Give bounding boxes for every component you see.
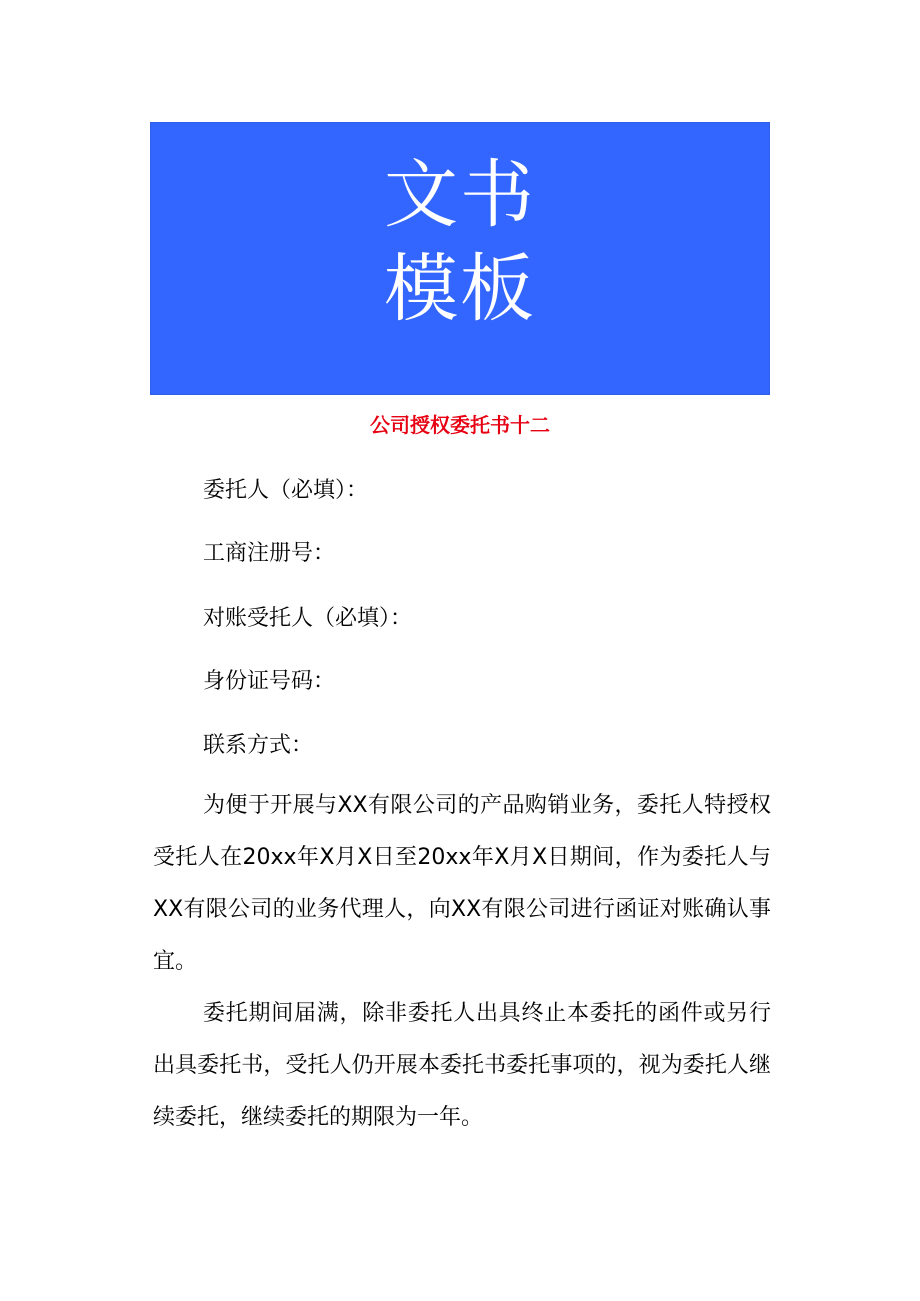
field-business-registration-number: 工商注册号： xyxy=(203,541,336,566)
paragraph-authorization-term: 委托期间届满，除非委托人出具终止本委托的函件或另行出具委托书，受托人仍开展本委托书委托事项的，视为委托人继续委托，继续委托的期限为一年。 xyxy=(153,1001,771,1130)
field-id-number: 身份证号码： xyxy=(203,669,336,694)
field-contact: 联系方式： xyxy=(203,733,314,758)
field-principal: 委托人（必填）： xyxy=(203,478,369,503)
banner-title-line1: 文书 xyxy=(384,152,536,238)
field-reconciliation-agent: 对账受托人（必填）： xyxy=(203,606,413,631)
banner-title-line2: 模板 xyxy=(384,246,536,332)
document-title: 公司授权委托书十二 xyxy=(370,413,550,437)
paragraph-authorization-scope: 为便于开展与XX有限公司的产品购销业务，委托人特授权受托人在20xx年X月X日至20xx年X月X日期间，作为委托人与XX有限公司的业务代理人，向XX有限公司进行函证对账确认事宜。 xyxy=(153,793,771,974)
